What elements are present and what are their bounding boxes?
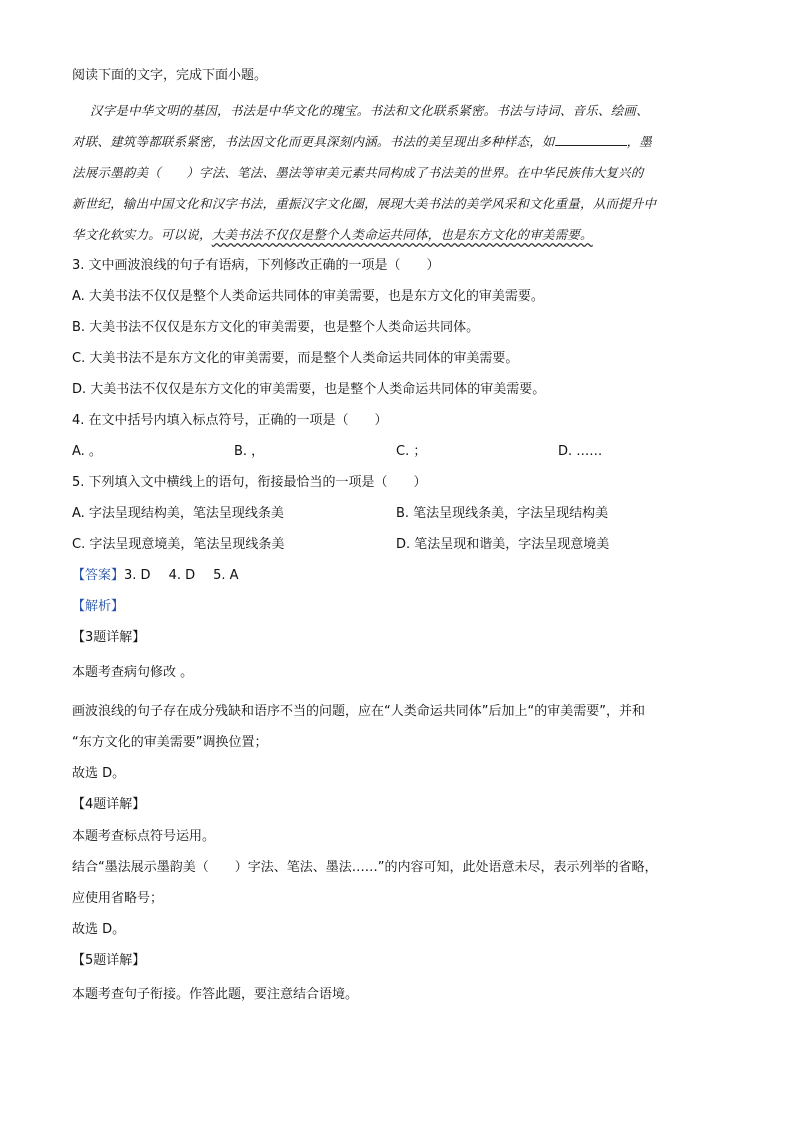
detail-3-title: 【3题详解】: [72, 630, 146, 645]
question-5-option-a: A. 字法呈现结构美，笔法呈现线条美: [72, 506, 284, 521]
question-5-option-b: B. 笔法呈现线条美，字法呈现结构美: [396, 506, 609, 521]
question-4-option-b: B. ，: [234, 444, 265, 459]
detail-3-topic: 本题考查病句修改 。: [72, 665, 194, 680]
question-3-option-a: A. 大美书法不仅仅是整个人类命运共同体的审美需要，也是东方文化的审美需要。: [72, 289, 544, 304]
passage-line-1: 汉字是中华文明的基因，书法是中华文化的瑰宝。书法和文化联系紧密。书法与诗词、音乐、绘画、: [90, 103, 649, 118]
detail-4-title: 【4题详解】: [72, 797, 146, 812]
question-4-option-a: A. 。: [72, 444, 102, 459]
detail-4-topic: 本题考查标点符号运用。: [72, 829, 216, 844]
question-5-option-d: D. 笔法呈现和谐美，字法呈现意境美: [396, 537, 610, 552]
fill-blank: [555, 133, 627, 146]
question-3-option-d: D. 大美书法不仅仅是东方文化的审美需要，也是整个人类命运共同体的审美需要。: [72, 382, 546, 397]
reading-instruction: 阅读下面的文字，完成下面小题。: [72, 68, 268, 83]
question-5-stem: 5. 下列填入文中横线上的语句，衔接最恰当的一项是（ ）: [72, 475, 427, 490]
detail-3-choice: 故选 D。: [72, 766, 126, 781]
answer-5: 5. A: [213, 568, 239, 583]
answer-3: 3. D: [124, 568, 151, 583]
question-3-option-c: C. 大美书法不是东方文化的审美需要，而是整个人类命运共同体的审美需要。: [72, 351, 519, 366]
passage-line-2: 对联、建筑等都联系紧密，书法因文化而更具深刻内涵。书法的美呈现出多种样态，如 ，墨: [72, 134, 653, 149]
passage-line-5: 华文化软实力。可以说，大美书法不仅仅是整个人类命运共同体，也是东方文化的审美需要。: [72, 227, 593, 242]
answer-label: 【答案】: [72, 568, 125, 583]
wavy-underlined-sentence: 大美书法不仅仅是整个人类命运共同体，也是东方文化的审美需要。: [211, 227, 593, 242]
question-5-option-c: C. 字法呈现意境美，笔法呈现线条美: [72, 537, 285, 552]
question-4-option-d: D. ……: [558, 444, 603, 459]
question-4-option-c: C. ；: [396, 444, 427, 459]
answer-4: 4. D: [168, 568, 196, 583]
detail-4-explanation-1: 结合“墨法展示墨韵美（ ）字法、笔法、墨法……”的内容可知，此处语意未尽，表示列举的省略，: [72, 860, 658, 875]
detail-5-title: 【5题详解】: [72, 953, 146, 968]
passage-line-3: 法展示墨韵美（ ）字法、笔法、墨法等审美元素共同构成了书法美的世界。在中华民族伟大复兴的: [72, 165, 644, 180]
question-3-stem: 3. 文中画波浪线的句子有语病，下列修改正确的一项是（ ）: [72, 258, 440, 273]
answer-line: [72, 567, 732, 585]
detail-4-choice: 故选 D。: [72, 922, 126, 937]
detail-3-explanation-2: “东方文化的审美需要”调换位置；: [72, 735, 268, 750]
detail-3-explanation-1: 画波浪线的句子存在成分残缺和语序不当的问题，应在“人类命运共同体”后加上“的审美需要”，并和: [72, 704, 645, 719]
passage-line-4: 新世纪，输出中国文化和汉字书法，重振汉字文化圈，展现大美书法的美学风采和文化重量，从而提升中: [72, 196, 657, 211]
detail-5-topic: 本题考查句子衔接。作答此题，要注意结合语境。: [72, 987, 359, 1002]
analysis-label: 【解析】: [72, 599, 125, 614]
question-3-option-b: B. 大美书法不仅仅是东方文化的审美需要，也是整个人类命运共同体。: [72, 320, 480, 335]
question-4-stem: 4. 在文中括号内填入标点符号，正确的一项是（ ）: [72, 413, 388, 428]
detail-4-explanation-2: 应使用省略号；: [72, 891, 164, 906]
